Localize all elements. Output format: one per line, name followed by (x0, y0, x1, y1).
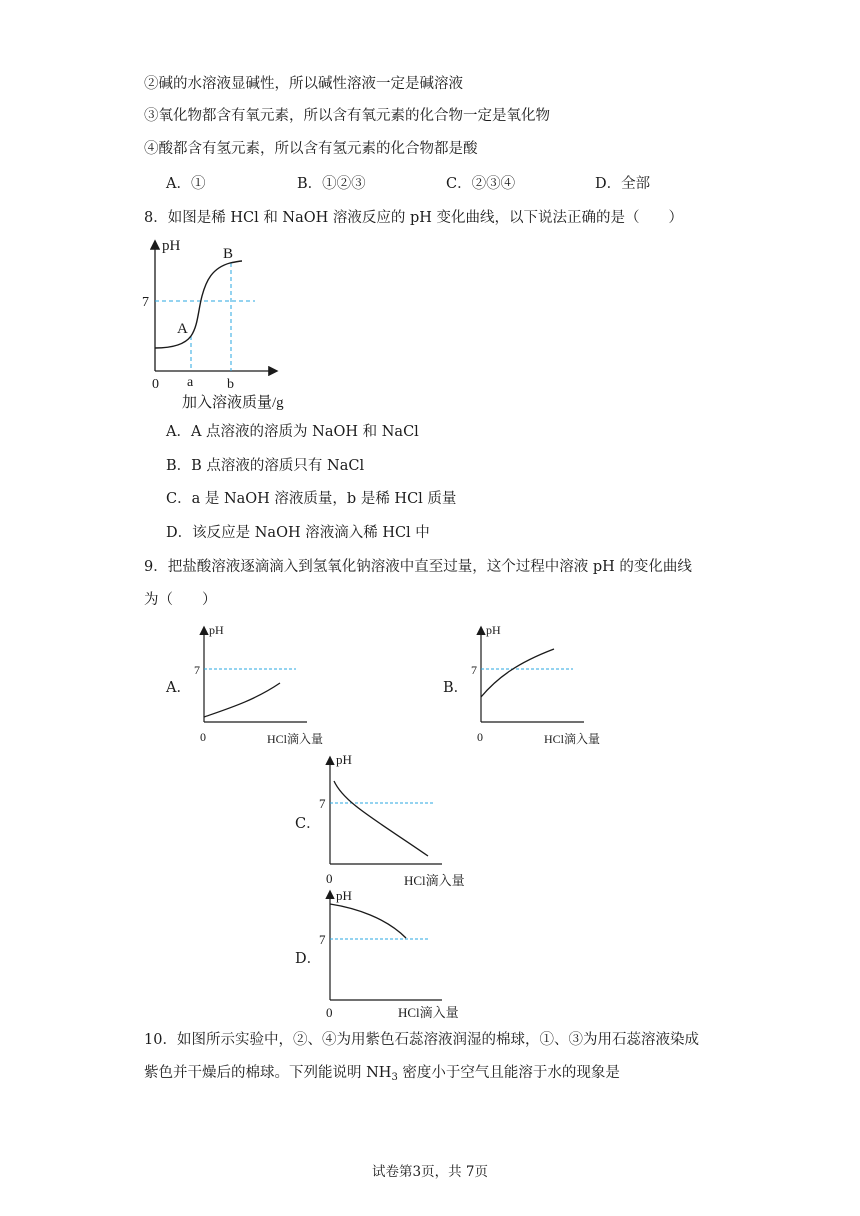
q9-c-origin: 0 (326, 871, 333, 886)
q9-c-y-label: pH (336, 752, 352, 767)
q9-option-b-label: B． (443, 680, 469, 696)
q8-tick-b-label: b (227, 377, 234, 392)
q9-a-origin: 0 (200, 730, 206, 744)
q8-option-d: D．该反应是 NaOH 溶液滴入稀 HCl 中 (166, 525, 430, 541)
q9-b-seven: 7 (471, 663, 477, 677)
q9-d-origin: 0 (326, 1005, 333, 1020)
q9-graph-d (316, 886, 476, 1020)
q9-d-curve (330, 904, 406, 938)
q8-x-label: 加入溶液质量/g (182, 395, 284, 411)
q9-b-y-label: pH (486, 623, 501, 637)
q9-a-x-label: HCl滴入量 (267, 732, 324, 746)
q8-option-c: C．a 是 NaOH 溶液质量，b 是稀 HCl 质量 (166, 491, 457, 507)
q7-option-b: B．①②③ (297, 176, 366, 192)
q10-nh3-subscript: 3 (391, 1072, 398, 1083)
q9-c-x-label: HCl滴入量 (404, 873, 465, 888)
q8-ph-curve (155, 261, 242, 348)
q8-point-b-label: B (223, 246, 234, 262)
q9-d-y-label: pH (336, 888, 352, 903)
q9-stem-line2: 为（ ） (144, 592, 217, 608)
q8-stem: 8．如图是稀 HCl 和 NaOH 溶液反应的 pH 变化曲线，以下说法正确的是（ ） (144, 210, 684, 226)
q9-option-c-label: C． (295, 816, 321, 832)
q9-a-curve (204, 683, 280, 717)
statement-4: ④酸都含有氢元素，所以含有氢元素的化合物都是酸 (144, 141, 478, 157)
q9-graph-b (472, 618, 612, 750)
q9-b-x-label: HCl滴入量 (544, 732, 601, 746)
q8-ph-curve-figure (140, 236, 320, 411)
q10-line1: 10．如图所示实验中，②、④为用紫色石蕊溶液润湿的棉球，①、③为用石蕊溶液染成 (144, 1032, 699, 1048)
q9-option-a-label: A． (166, 680, 191, 696)
q7-option-d: D．全部 (595, 176, 651, 192)
q8-option-a: A．A 点溶液的溶质为 NaOH 和 NaCl (166, 424, 419, 440)
q9-b-origin: 0 (477, 730, 483, 744)
q7-option-a: A．① (166, 176, 206, 192)
q9-a-y-label: pH (209, 623, 224, 637)
q8-option-b: B．B 点溶液的溶质只有 NaCl (166, 458, 365, 474)
statement-3: ③氧化物都含有氧元素，所以含有氧元素的化合物一定是氧化物 (144, 108, 550, 124)
page-footer: 试卷第3页，共 7页 (372, 1164, 488, 1180)
q10-line2 (144, 1063, 620, 1088)
q8-seven-label: 7 (142, 295, 149, 310)
q10-line2-text-end: 密度小于空气且能溶于水的现象是 (397, 1065, 620, 1081)
q9-option-d-label: D． (295, 951, 322, 967)
q8-point-a-label: A (177, 321, 188, 337)
q9-d-seven: 7 (319, 932, 326, 947)
q9-stem-line1: 9．把盐酸溶液逐滴滴入到氢氧化钠溶液中直至过量，这个过程中溶液 pH 的变化曲线 (144, 559, 692, 575)
q9-c-seven: 7 (319, 796, 326, 811)
q9-a-seven: 7 (194, 663, 200, 677)
q8-tick-a-label: a (187, 375, 194, 390)
q8-origin-label: 0 (152, 377, 159, 392)
q9-graph-a (195, 618, 335, 750)
q9-c-curve (334, 781, 428, 856)
statement-2: ②碱的水溶液显碱性，所以碱性溶液一定是碱溶液 (144, 76, 463, 92)
q9-graph-c (316, 748, 476, 890)
q8-y-label: pH (162, 238, 181, 254)
q7-option-c: C．②③④ (446, 176, 516, 192)
q9-d-x-label: HCl滴入量 (398, 1005, 459, 1020)
q10-line2-text: 紫色并干燥后的棉球。下列能说明 NH (144, 1065, 392, 1081)
q9-b-curve (481, 649, 554, 697)
